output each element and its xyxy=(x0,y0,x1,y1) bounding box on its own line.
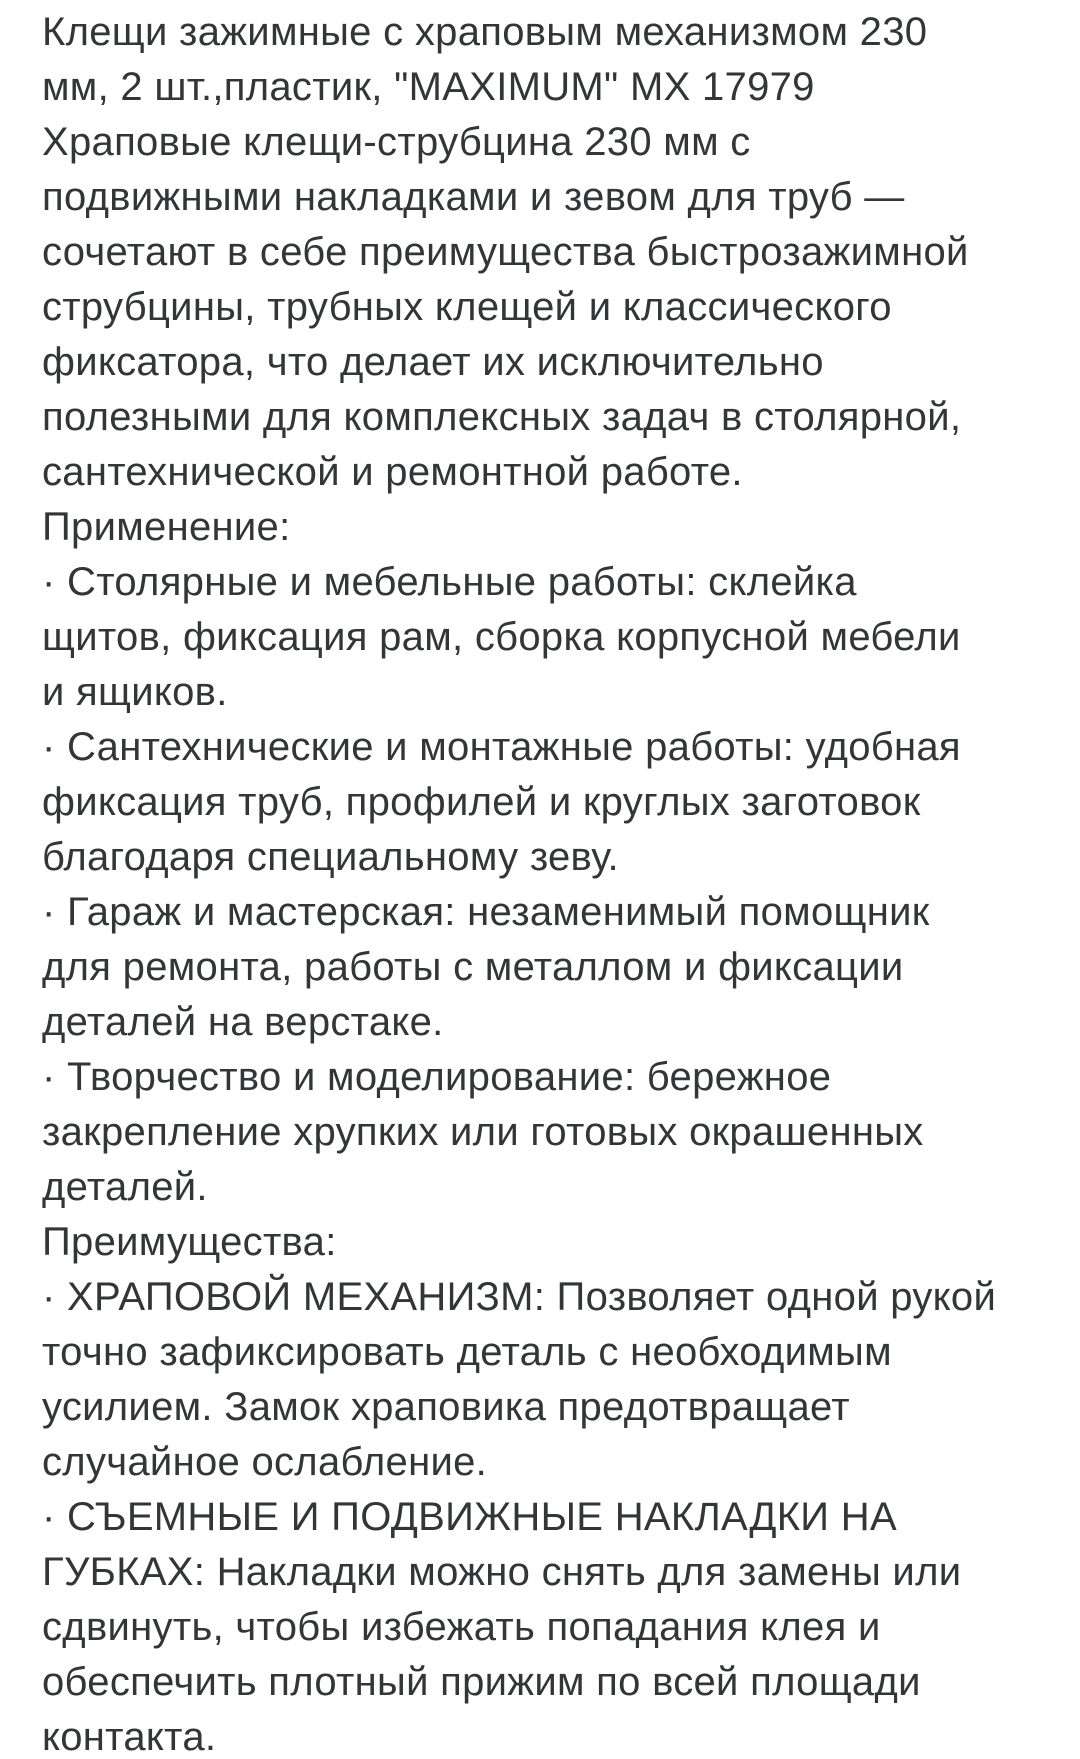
text-line: · ХРАПОВОЙ МЕХАНИЗМ: Позволяет одной рукой xyxy=(42,1275,997,1319)
text-line: струбцины, трубных клещей и классического xyxy=(42,285,892,329)
text-line: закрепление хрупких или готовых окрашенных xyxy=(42,1110,924,1154)
text-line: Клещи зажимные с храповым механизмом 230 xyxy=(42,10,928,54)
text-line: подвижными накладками и зевом для труб — xyxy=(42,175,905,219)
text-line: контакта. xyxy=(42,1715,217,1759)
text-line: усилием. Замок храповика предотвращает xyxy=(42,1385,850,1429)
text-line: · СЪЕМНЫЕ И ПОДВИЖНЫЕ НАКЛАДКИ НА xyxy=(42,1495,897,1539)
text-line: фиксация труб, профилей и круглых заготовок xyxy=(42,780,921,824)
text-line: мм, 2 шт.,пластик, "MAXIMUM" MX 17979 xyxy=(42,65,815,109)
text-line: обеспечить плотный прижим по всей площади xyxy=(42,1660,921,1704)
text-line: сочетают в себе преимущества быстрозажимной xyxy=(42,230,969,274)
text-line: для ремонта, работы с металлом и фиксации xyxy=(42,945,904,989)
text-line: случайное ослабление. xyxy=(42,1440,488,1484)
text-line: фиксатора, что делает их исключительно xyxy=(42,340,824,384)
text-line: ГУБКАХ: Накладки можно снять для замены или xyxy=(42,1550,962,1594)
text-line: щитов, фиксация рам, сборка корпусной мебели xyxy=(42,615,961,659)
text-line: точно зафиксировать деталь с необходимым xyxy=(42,1330,892,1374)
text-line: и ящиков. xyxy=(42,670,228,714)
text-line: сантехнической и ремонтной работе. xyxy=(42,450,743,494)
text-line: · Творчество и моделирование: бережное xyxy=(42,1055,832,1099)
text-line: · Сантехнические и монтажные работы: удобная xyxy=(42,725,961,769)
text-line: сдвинуть, чтобы избежать попадания клея и xyxy=(42,1605,881,1649)
text-line: Преимущества: xyxy=(42,1220,337,1264)
text-line: · Гараж и мастерская: незаменимый помощник xyxy=(42,890,930,934)
text-line: полезными для комплексных задач в столярной, xyxy=(42,395,962,439)
text-line: деталей. xyxy=(42,1165,208,1209)
text-line: деталей на верстаке. xyxy=(42,1000,444,1044)
text-line: Применение: xyxy=(42,505,291,549)
text-line: · Столярные и мебельные работы: склейка xyxy=(42,560,857,604)
text-line: Храповые клещи-струбцина 230 мм с xyxy=(42,120,751,164)
text-line: благодаря специальному зеву. xyxy=(42,835,619,879)
